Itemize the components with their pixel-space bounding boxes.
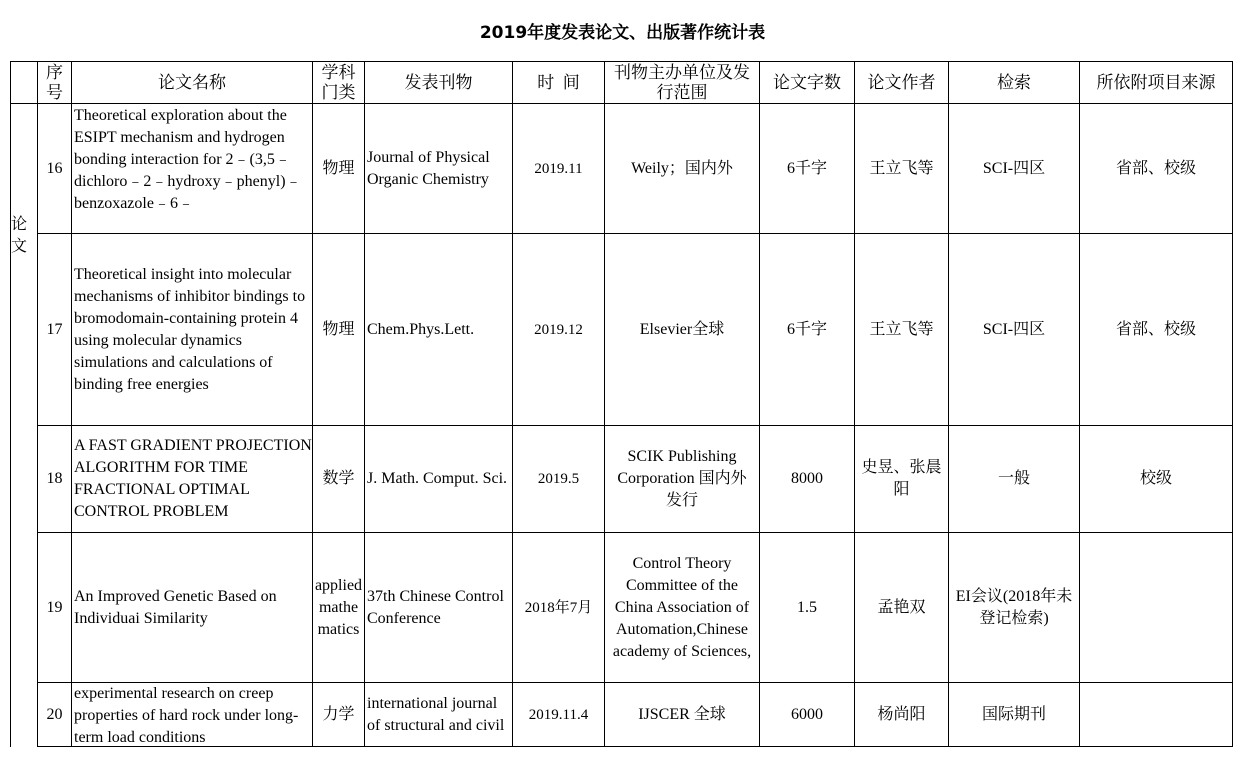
table-row <box>11 234 1233 426</box>
cell-words: 6千字 <box>760 234 855 426</box>
header-project: 所依附项目来源 <box>1080 62 1233 104</box>
cell-words: 8000 <box>760 426 855 533</box>
header-date: 时 间 <box>513 62 605 104</box>
header-seq: 序号 <box>38 62 72 104</box>
cell-name <box>72 426 313 533</box>
cell-name: An Improved Genetic Based on Individuai Similarity <box>72 533 313 683</box>
category-label: 论文 <box>11 216 28 255</box>
header-journal: 发表刊物 <box>365 62 513 104</box>
discipline-text: applied mathematics <box>314 576 363 638</box>
cell-authors: 王立飞等 <box>855 234 949 426</box>
cell-journal: Chem.Phys.Lett. <box>365 234 513 426</box>
cell-name <box>72 234 313 426</box>
cell-journal <box>365 683 513 747</box>
category-cell <box>11 104 38 747</box>
header-category-blank <box>11 62 38 104</box>
cell-journal: Journal of Physical Organic Chemistry <box>365 104 513 234</box>
cell-publisher: SCIK Publishing Corporation 国内外发行 <box>605 426 760 533</box>
cell-authors: 杨尚阳 <box>855 683 949 747</box>
table-row <box>11 426 1233 533</box>
cell-discipline: 力学 <box>313 683 365 747</box>
paper-title: experimental research on creep properties of hard rock under long-term load conditions <box>74 685 299 746</box>
cell-discipline: 物理 <box>313 104 365 234</box>
cell-date: 2018年7月 <box>513 533 605 683</box>
cell-publisher: Elsevier全球 <box>605 234 760 426</box>
journal-text: international journal of structural and civil <box>367 694 505 734</box>
cell-publisher <box>605 533 760 683</box>
statistics-table <box>10 61 1233 747</box>
table-row <box>11 533 1233 683</box>
cell-discipline: 数学 <box>313 426 365 533</box>
cell-words: 6千字 <box>760 104 855 234</box>
cell-index: SCI-四区 <box>949 104 1080 234</box>
cell-seq: 20 <box>38 683 72 747</box>
cell-name <box>72 683 313 747</box>
cell-seq: 16 <box>38 104 72 234</box>
cell-authors: 王立飞等 <box>855 104 949 234</box>
header-name: 论文名称 <box>72 62 313 104</box>
cell-name <box>72 104 313 234</box>
header-discipline: 学科门类 <box>313 62 365 104</box>
cell-discipline <box>313 533 365 683</box>
table-row <box>11 683 1233 747</box>
cell-index: 国际期刊 <box>949 683 1080 747</box>
cell-project: 省部、校级 <box>1080 234 1233 426</box>
cell-index: SCI-四区 <box>949 234 1080 426</box>
paper-title: Theoretical exploration about the ESIPT mechanism and hydrogen bonding interaction for 2﹣(3,5﹣dichloro﹣2﹣hydroxy﹣phenyl)﹣benzoxazole﹣6﹣ <box>74 106 302 212</box>
publisher-text: Control Theory Committee of the China Association of Automation,Chinese academy of Sciences, <box>612 554 752 660</box>
cell-journal: 37th Chinese Control Conference <box>365 533 513 683</box>
cell-journal: J. Math. Comput. Sci. <box>365 426 513 533</box>
cell-publisher: Weily；国内外 <box>605 104 760 234</box>
cell-seq: 18 <box>38 426 72 533</box>
cell-words: 1.5 <box>760 533 855 683</box>
cell-project <box>1080 683 1233 747</box>
paper-title: A FAST GRADIENT PROJECTION ALGORITHM FOR TIME FRACTIONAL OPTIMAL CONTROL PROBLEM <box>74 437 312 520</box>
cell-authors: 史昱、张晨阳 <box>855 426 949 533</box>
header-publisher: 刊物主办单位及发行范围 <box>605 62 760 104</box>
cell-seq: 19 <box>38 533 72 683</box>
header-index: 检索 <box>949 62 1080 104</box>
cell-authors: 孟艳双 <box>855 533 949 683</box>
cell-date: 2019.12 <box>513 234 605 426</box>
header-words: 论文字数 <box>760 62 855 104</box>
cell-project: 校级 <box>1080 426 1233 533</box>
cell-discipline: 物理 <box>313 234 365 426</box>
paper-title: Theoretical insight into molecular mechanisms of inhibitor bindings to bromodomain-containing protein 4 using molecular dynamics simulations and calculations of binding free energies <box>74 265 306 393</box>
cell-seq: 17 <box>38 234 72 426</box>
cell-publisher: IJSCER 全球 <box>605 683 760 747</box>
cell-date: 2019.11 <box>513 104 605 234</box>
page-title: 2019年度发表论文、出版著作统计表 <box>479 23 766 43</box>
cell-words: 6000 <box>760 683 855 747</box>
cell-date: 2019.5 <box>513 426 605 533</box>
cell-date: 2019.11.4 <box>513 683 605 747</box>
header-authors: 论文作者 <box>855 62 949 104</box>
cell-index: 一般 <box>949 426 1080 533</box>
header-row <box>11 62 1233 104</box>
cell-project <box>1080 533 1233 683</box>
cell-index: EI会议(2018年未登记检索) <box>949 533 1080 683</box>
table-row <box>11 104 1233 234</box>
cell-project: 省部、校级 <box>1080 104 1233 234</box>
